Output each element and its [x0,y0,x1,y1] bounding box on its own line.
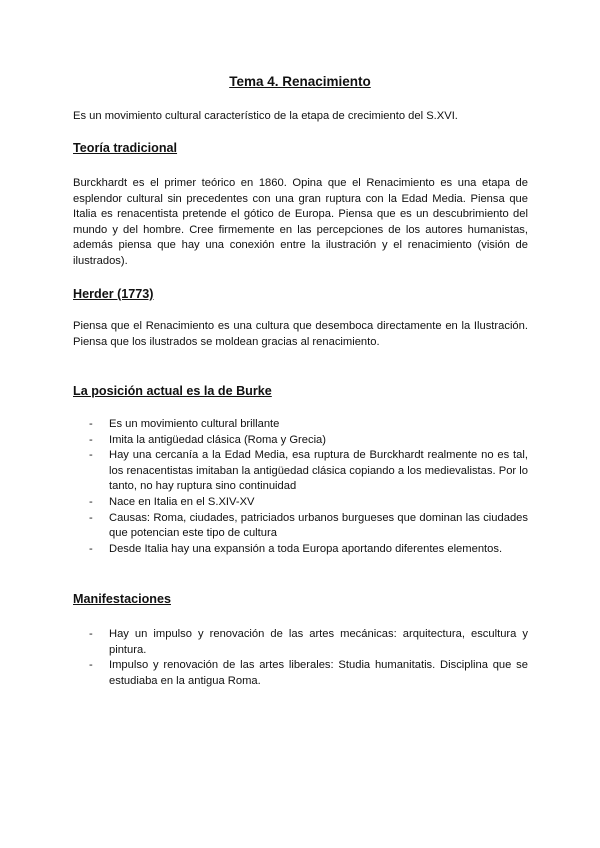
dash-bullet: - [89,495,93,508]
list-item: - Nace en Italia en el S.XIV-XV [73,495,528,511]
dash-bullet: - [89,511,93,524]
list-item: - Hay un impulso y renovación de las artes mecánicas: arquitectura, escultura y pintura. [89,628,528,656]
dash-bullet: - [89,659,93,672]
list-manifestaciones [73,627,528,689]
dash-bullet: - [89,433,93,446]
list-posicion-actual [73,417,528,557]
list-item: - Hay una cercanía a la Edad Media, esa ruptura de Burckhardt realmente no es tal, los renacentistas imitaban la antigüedad clásica copiando a los medievalistas. Por lo tanto, no hay ruptura sino continuidad [89,449,528,493]
list-item: - Desde Italia hay una expansión a toda Europa aportando diferentes elementos. [73,542,528,558]
heading-manifestaciones: Manifestaciones [73,592,171,606]
list-item: - Causas: Roma, ciudades, patriciados urbanos burgueses que dominan las ciudades que potencian este tipo de cultura [89,511,528,540]
page-title: Tema 4. Renacimiento [229,74,371,89]
intro-paragraph: Es un movimiento cultural característico de la etapa de crecimiento del S.XVI. [73,110,458,122]
dash-bullet: - [89,449,93,462]
list-item: - Imita la antigüedad clásica (Roma y Grecia) [73,433,528,449]
paragraph-teoria-tradicional: Burckhardt es el primer teórico en 1860. Opina que el Renacimiento es una etapa de esplendor cultural sin precedentes con una gran ruptura con la Edad Media. Piensa que Italia es renacentista pretende el gótico de Europa. Piensa que es un descubrimiento del mundo y del hombre. Cree firmemente en las percepciones de los autores humanistas, además piensa que hay una conexión entre la ilustración y el renacimiento (visión de ilustrados). [73,177,528,267]
list-item: - Impulso y renovación de las artes liberales: Studia humanitatis. Disciplina que se estudiaba en la antigua Roma. [89,659,528,687]
heading-herder: Herder (1773) [73,287,154,301]
dash-bullet: - [89,418,93,430]
dash-bullet: - [89,628,93,640]
heading-posicion-actual: La posición actual es la de Burke [73,384,272,398]
dash-bullet: - [89,542,93,555]
list-item: - Es un movimiento cultural brillante [73,417,528,433]
heading-teoria-tradicional: Teoría tradicional [73,141,178,155]
paragraph-herder: Piensa que el Renacimiento es una cultura que desemboca directamente en la Ilustración. Piensa que los ilustrados se moldean gracias al renacimiento. [73,320,528,348]
